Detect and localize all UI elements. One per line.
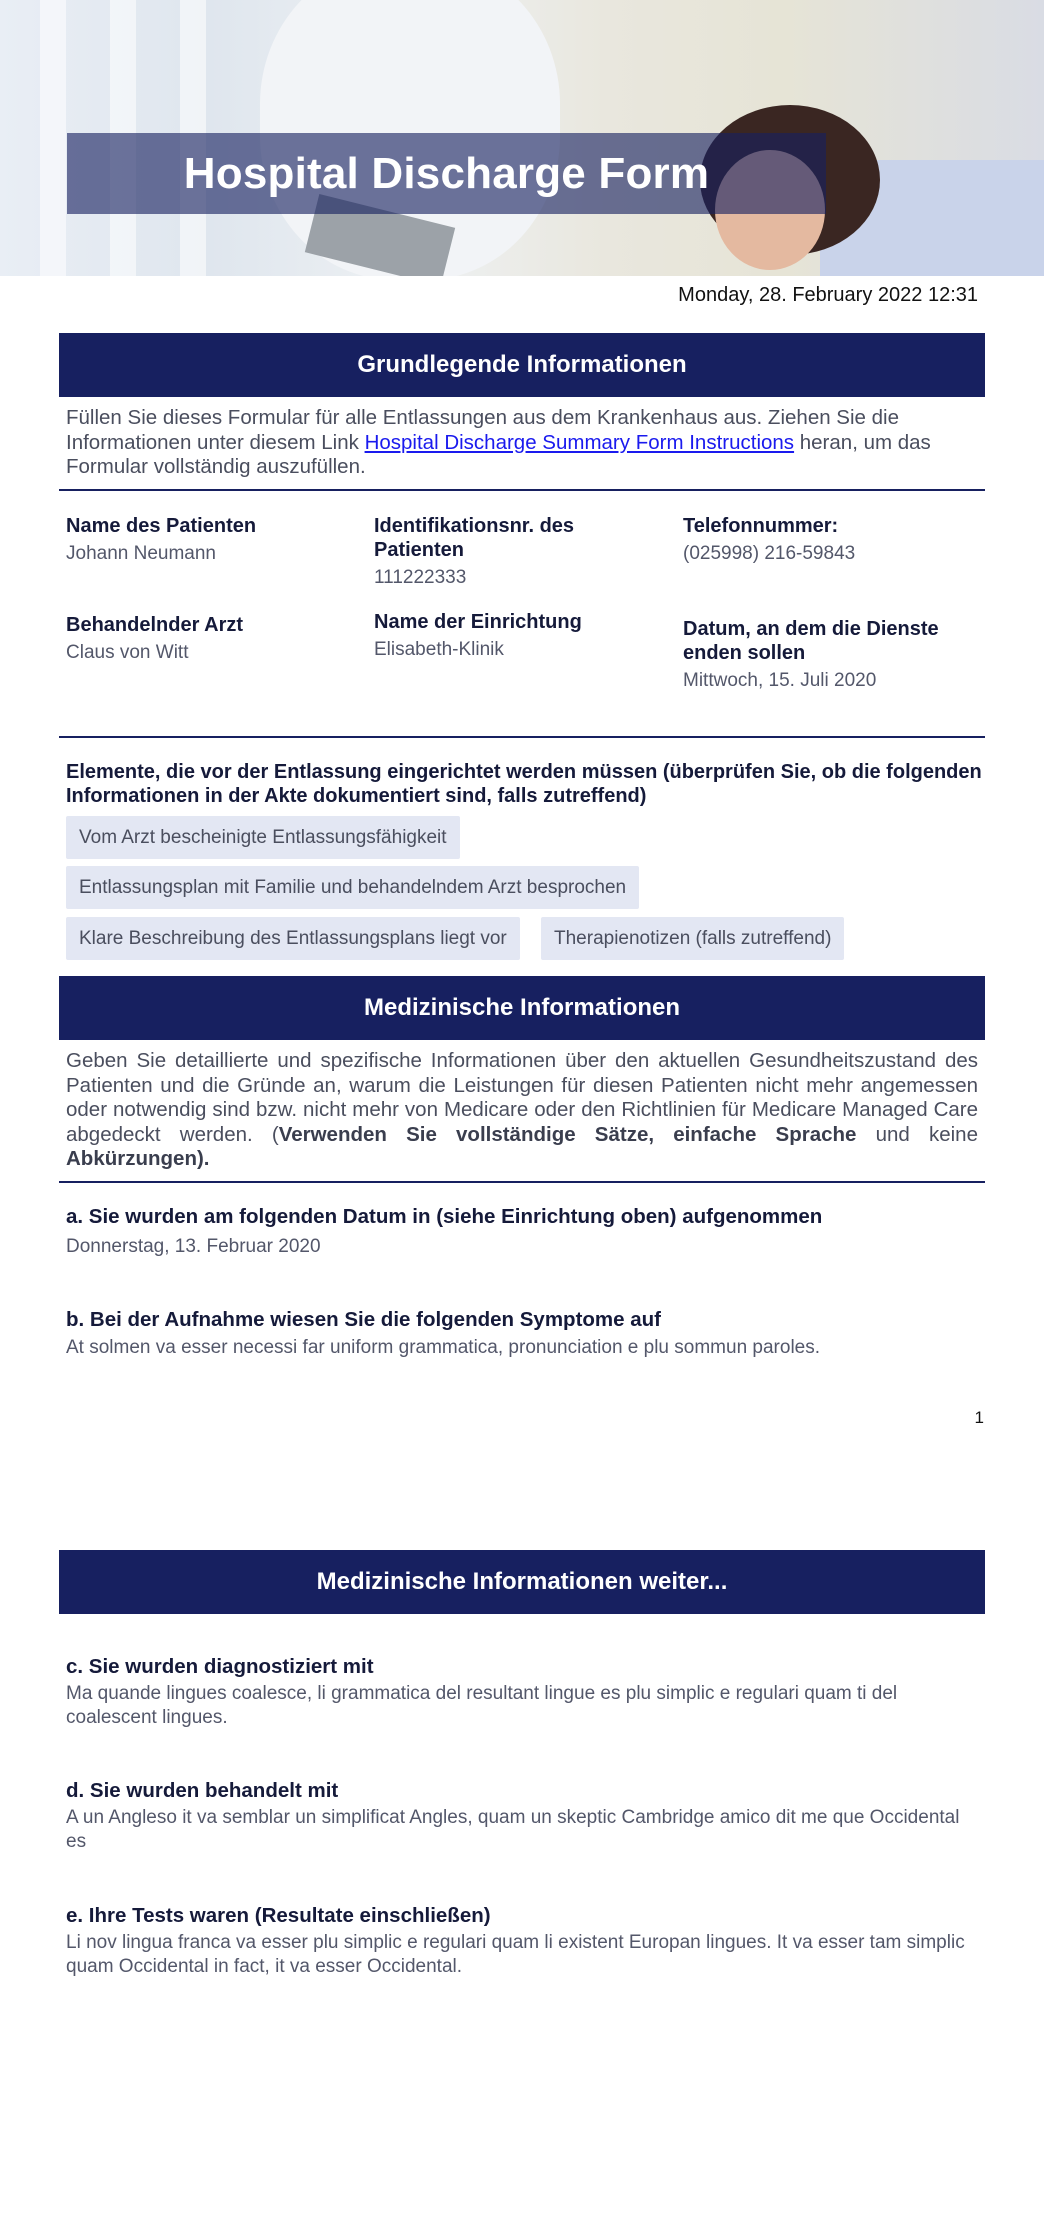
checklist-item: Klare Beschreibung des Entlassungsplans liegt vor bbox=[66, 917, 520, 960]
intro-emphasis: Verwenden Sie vollständige Sätze, einfache Sprache bbox=[278, 1122, 857, 1146]
section-header-basic-info bbox=[59, 333, 985, 397]
page-number: 1 bbox=[974, 1408, 984, 1427]
question-answer: At solmen va esser necessi far uniform grammatica, pronunciation e plu sommun paroles. bbox=[66, 1337, 821, 1358]
intro-text: heran, um das Formular vollständig auszufüllen. bbox=[66, 430, 931, 478]
field-value: (025998) 216-59843 bbox=[683, 543, 856, 564]
question-symptoms bbox=[66, 1308, 978, 1360]
field-label: Datum, an dem die Dienste enden sollen bbox=[683, 618, 939, 664]
question-answer: Li nov lingua franca va esser plu simplic e regulari quam li existent Europan lingues. It va esser tam simplic quam Occidental in fact, it va esser Occidental. bbox=[66, 1932, 965, 1977]
instructions-link[interactable]: Hospital Discharge Summary Form Instructions bbox=[364, 430, 795, 454]
question-treatment bbox=[66, 1779, 978, 1854]
field-value: Elisabeth-Klinik bbox=[374, 639, 504, 660]
window-pane bbox=[40, 0, 66, 276]
section-header-medical-info-cont bbox=[59, 1550, 985, 1614]
form-datetime: Monday, 28. February 2022 12:31 bbox=[678, 284, 978, 306]
physician-field bbox=[66, 613, 366, 665]
intro-emphasis: Abkürzungen). bbox=[66, 1147, 210, 1170]
question-label: e. Ihre Tests waren (Resultate einschließen) bbox=[66, 1904, 491, 1927]
field-value: 111222333 bbox=[374, 567, 467, 588]
field-label: Behandelnder Arzt bbox=[66, 614, 244, 636]
basic-info-intro bbox=[66, 406, 978, 480]
question-diagnosis bbox=[66, 1655, 978, 1730]
section-title: Grundlegende Informationen bbox=[357, 351, 687, 378]
question-answer: Ma quande lingues coalesce, li grammatica del resultant lingue es plu simplic e regulari quam ti del coalescent lingues. bbox=[66, 1683, 898, 1728]
page-title: Hospital Discharge Form bbox=[183, 148, 710, 198]
section-title: Medizinische Informationen bbox=[363, 994, 681, 1021]
section-header-medical-info bbox=[59, 976, 985, 1040]
question-label: d. Sie wurden behandelt mit bbox=[66, 1779, 339, 1802]
end-date-field bbox=[683, 617, 973, 693]
field-value: Mittwoch, 15. Juli 2020 bbox=[683, 670, 877, 691]
question-answer: Donnerstag, 13. Februar 2020 bbox=[66, 1236, 321, 1257]
intro-text: und keine bbox=[856, 1122, 978, 1146]
field-label: Name der Einrichtung bbox=[374, 611, 582, 633]
checklist-item: Vom Arzt bescheinigte Entlassungsfähigkeit bbox=[66, 816, 460, 859]
field-label: Name des Patienten bbox=[66, 515, 257, 537]
patient-id-field bbox=[374, 514, 604, 590]
question-label: a. Sie wurden am folgenden Datum in (siehe Einrichtung oben) aufgenommen bbox=[66, 1205, 823, 1228]
field-label: Telefonnummer: bbox=[683, 515, 839, 537]
field-value: Johann Neumann bbox=[66, 543, 216, 564]
divider bbox=[59, 489, 985, 491]
medical-info-intro bbox=[66, 1049, 978, 1172]
checklist-item: Therapienotizen (falls zutreffend) bbox=[541, 917, 844, 960]
header-photo bbox=[0, 0, 1044, 276]
section-title: Medizinische Informationen weiter... bbox=[316, 1568, 728, 1595]
checklist-title: Elemente, die vor der Entlassung eingerichtet werden müssen (überprüfen Sie, ob die folgenden Informationen in der Akte dokumentiert sind, falls zutreffend) bbox=[66, 761, 982, 807]
question-admission-date bbox=[66, 1205, 978, 1259]
patient-name-field bbox=[66, 514, 366, 566]
phone-field bbox=[683, 514, 983, 566]
divider bbox=[59, 1181, 985, 1183]
question-answer: A un Angleso it va semblar un simplificat Angles, quam un skeptic Cambridge amico dit me que Occidental es bbox=[66, 1807, 960, 1852]
intro-text: Geben Sie detaillierte und spezifische Informationen über den aktuellen Gesundheitszustand des Patienten und die Gründe an, warum die Leistungen für diesen Patienten nicht mehr angemessen oder notwendig sind bzw. nicht mehr von Medicare oder den Richtlinien für Medicare Managed Care abgedeckt werden. ( bbox=[66, 1049, 978, 1146]
field-label: Identifikationsnr. des Patienten bbox=[374, 515, 575, 561]
facility-field bbox=[374, 610, 674, 662]
checklist-item: Entlassungsplan mit Familie und behandelndem Arzt besprochen bbox=[66, 866, 639, 909]
title-banner bbox=[67, 133, 826, 214]
question-label: c. Sie wurden diagnostiziert mit bbox=[66, 1655, 374, 1678]
field-value: Claus von Witt bbox=[66, 642, 189, 663]
question-label: b. Bei der Aufnahme wiesen Sie die folgenden Symptome auf bbox=[66, 1308, 661, 1331]
question-tests bbox=[66, 1904, 978, 1979]
divider bbox=[59, 736, 985, 738]
intro-text: Füllen Sie dieses Formular für alle Entlassungen aus dem Krankenhaus aus. Ziehen Sie die Informationen unter diesem Link bbox=[66, 406, 899, 454]
